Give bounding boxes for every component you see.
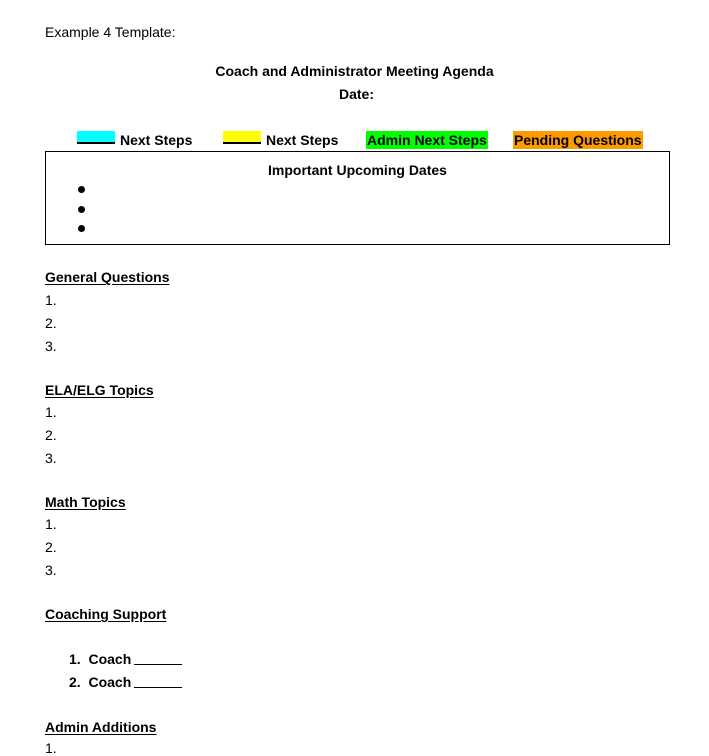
important-dates-title: Important Upcoming Dates [268,162,447,178]
legend-item-coach-next-steps [77,130,193,150]
example-label: Example 4 Template: [45,24,176,40]
list-item: 2. [45,539,57,555]
bullet-icon [78,225,85,232]
legend-item-admin-next-steps [366,130,488,150]
agenda-title: Coach and Administrator Meeting Agenda [215,63,494,79]
legend-label: Pending Questions [514,132,642,148]
legend-label: Admin Next Steps [367,132,487,148]
legend-label: Next Steps [266,132,339,148]
math-topics-heading: Math Topics [45,494,126,510]
bullet-icon [78,186,85,193]
admin-additions-heading: Admin Additions [45,719,157,735]
list-item: 2. [45,427,57,443]
coach-number: 1. [69,651,81,667]
list-item: 1. [45,292,57,308]
coach-label: Coach [88,651,132,667]
coach-item [69,651,182,667]
coach-item [69,674,182,690]
list-item: 1. [45,404,57,420]
bullet-icon [78,206,85,213]
coach-label: Coach [88,674,132,690]
blank-line [134,674,182,688]
legend-item-pending-questions [513,130,643,150]
list-item: 1. [45,516,57,532]
date-label: Date: [338,86,374,102]
legend-item-teacher-next-steps [223,130,339,150]
legend-color-blank [77,131,115,144]
list-item: 3. [45,450,57,466]
list-item: 3. [45,562,57,578]
legend-color-blank [223,131,261,144]
ela-topics-heading: ELA/ELG Topics [45,382,154,398]
coaching-support-heading: Coaching Support [45,606,167,622]
blank-line [134,651,182,665]
list-item: 1. [45,740,57,756]
important-dates-box [45,151,670,245]
coach-number: 2. [69,674,81,690]
list-item: 2. [45,315,57,331]
list-item: 3. [45,338,57,354]
general-questions-heading: General Questions [45,269,170,285]
legend-label: Next Steps [120,132,193,148]
